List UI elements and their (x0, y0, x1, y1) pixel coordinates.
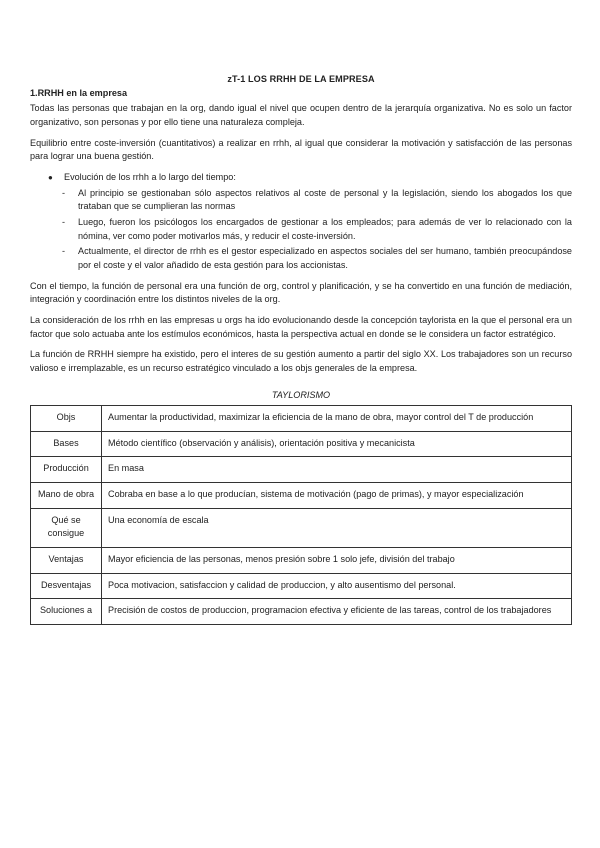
paragraph-3: Con el tiempo, la función de personal era una función de org, control y planificación, y se ha convertido en una función de mediación, integración y coordinación entre los distintos niveles de la org. (30, 280, 572, 305)
paragraph-5: La función de RRHH siempre ha existido, pero el interes de su gestión aumento a partir del siglo XX. Los trabajadores son un recurso valioso e irremplazable, es un recurso estratégico vinculado a los objs generales de la empresa. (30, 349, 572, 373)
paragraph-2: Equilibrio entre coste-inversión (cuantitativos) a realizar en rrhh, al igual que considerar la motivación y satisfacción de las personas para lograr una buena gestión. (30, 137, 572, 162)
list-item-text: Actualmente, el director de rrhh es el gestor especializado en aspectos sociales del ser humano, también preocupándose por el coste y el valor añadido de esta gestión para los accionistas. (78, 246, 572, 271)
row-label: Qué se consigue (31, 508, 102, 547)
table-row (31, 599, 572, 625)
list-item-text: Al principio se gestionaban sólo aspectos relativos al coste de personal y la legislación, siendo los abogados los que trataban que se cumplieran las normas (78, 187, 572, 212)
row-label: Ventajas (31, 548, 102, 574)
dash-list (62, 187, 572, 273)
row-value: En masa (102, 457, 572, 483)
row-value: Cobraba en base a lo que producían, sistema de motivación (pago de primas), y mayor especialización (102, 483, 572, 509)
document-title: zT-1 LOS RRHH DE LA EMPRESA (227, 74, 375, 84)
dash-icon: - (62, 246, 66, 257)
document-body (30, 73, 572, 625)
row-value: Poca motivacion, satisfaccion y calidad de produccion, y alto ausentismo del personal. (102, 573, 572, 599)
row-label: Mano de obra (31, 483, 102, 509)
row-label: Bases (31, 431, 102, 457)
table-row (31, 406, 572, 432)
row-value: Mayor eficiencia de las personas, menos presión sobre 1 solo jefe, división del trabajo (102, 548, 572, 574)
paragraph-4: La consideración de los rrhh en las empresas u orgs ha ido evolucionando desde la concepción taylorista en la que el personal era un factor que solo actuaba ante los estímulos económicos, hasta la perspectiva actual en donde se le considera un factor estratégico. (30, 314, 572, 339)
list-item (62, 187, 572, 214)
section-heading: 1.RRHH en la empresa (30, 87, 128, 98)
bullet-text: Evolución de los rrhh a lo largo del tiempo: (64, 171, 236, 182)
table-row (31, 431, 572, 457)
row-label: Objs (31, 406, 102, 432)
row-value: Precisión de costos de produccion, programacion efectiva y eficiente de las tareas, control de los trabajadores (102, 599, 572, 625)
table-row (31, 483, 572, 509)
row-label: Soluciones a (31, 599, 102, 625)
row-value: Método científico (observación y análisis), orientación positiva y mecanicista (102, 431, 572, 457)
bullet-item (48, 171, 572, 185)
bullet-icon: ● (48, 172, 53, 182)
list-item (62, 245, 572, 272)
row-value: Aumentar la productividad, maximizar la eficiencia de la mano de obra, mayor control del T de producción (102, 406, 572, 432)
list-item-text: Luego, fueron los psicólogos los encargados de gestionar a los empleados; para además de ver lo relacionado con la nómina, ver como poder motivarlos más, y reducir el coste-inversión. (78, 217, 572, 241)
paragraph-1: Todas las personas que trabajan en la org, dando igual el nivel que ocupen dentro de la jerarquía organizativa. No es solo un factor organizativo, son personas y por ello tiene una naturaleza compleja. (30, 103, 572, 127)
row-label: Desventajas (31, 573, 102, 599)
dash-icon: - (62, 217, 66, 228)
table-row (31, 573, 572, 599)
list-item (62, 216, 572, 243)
row-label: Producción (31, 457, 102, 483)
table-row (31, 508, 572, 547)
taylorismo-table (30, 405, 572, 625)
row-value: Una economía de escala (102, 508, 572, 547)
table-caption: TAYLORISMO (271, 389, 331, 400)
table-row (31, 457, 572, 483)
dash-icon: - (62, 187, 66, 198)
table-row (31, 548, 572, 574)
